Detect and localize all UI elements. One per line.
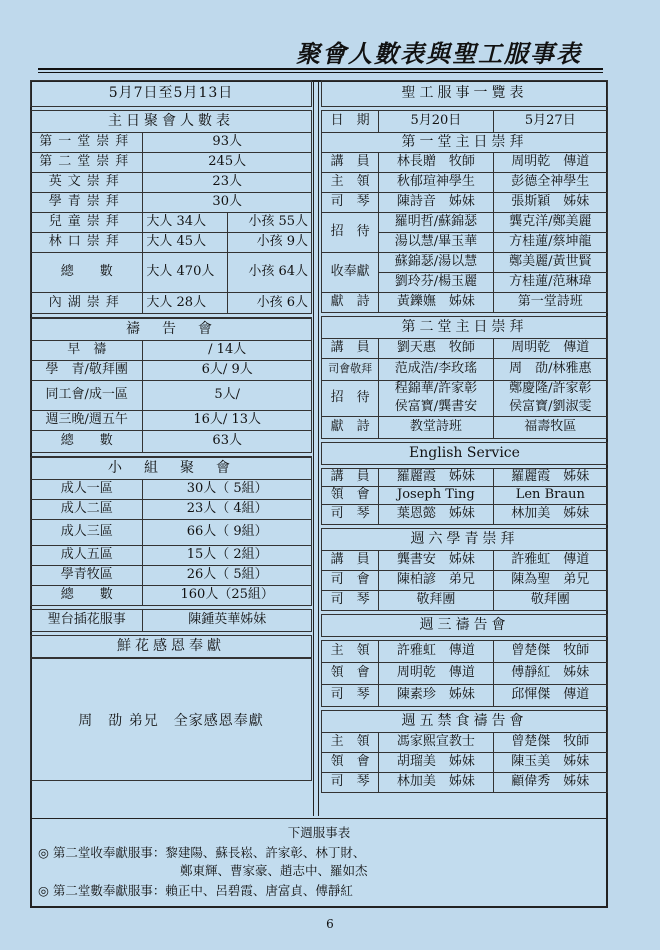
table-row bbox=[322, 733, 608, 753]
table-row bbox=[31, 520, 312, 546]
cell-b: 張斯穎 姊妹 bbox=[493, 193, 607, 213]
row-value: 6人/ 9人 bbox=[143, 361, 312, 381]
role: 司 琴 bbox=[322, 773, 379, 793]
next-week-line-2 bbox=[38, 881, 608, 899]
table-row bbox=[322, 685, 608, 707]
table-row bbox=[322, 773, 608, 793]
role: 收奉獻 bbox=[322, 253, 379, 293]
cell-b: 方桂蓮/蔡坤龍 bbox=[493, 233, 607, 253]
cell-b: 曾楚傑 牧師 bbox=[493, 733, 607, 753]
row-label: 內湖崇拜 bbox=[31, 293, 143, 314]
cell-b: 彭德全神學生 bbox=[493, 173, 607, 193]
cell-b: 林加美 姊妹 bbox=[493, 505, 607, 525]
flower-thanks-box bbox=[30, 658, 312, 781]
table-row bbox=[31, 133, 312, 153]
row-label: 成人三區 bbox=[31, 520, 143, 546]
table-row bbox=[322, 359, 608, 381]
row-value: 160人（25組） bbox=[143, 586, 312, 606]
table-row bbox=[322, 571, 608, 591]
service-table bbox=[321, 80, 608, 793]
role: 領 會 bbox=[322, 753, 379, 773]
cell-b: 羅麗霞 姊妹 bbox=[493, 469, 607, 487]
table-row bbox=[322, 551, 608, 571]
table-row bbox=[322, 469, 608, 487]
row-label: 學 青/敬拜團 bbox=[31, 361, 143, 381]
table-row bbox=[322, 339, 608, 359]
cell-a: 葉恩懿 姊妹 bbox=[379, 505, 493, 525]
date-row bbox=[322, 111, 608, 133]
service-column bbox=[321, 80, 608, 793]
table-row bbox=[31, 586, 312, 606]
table-row bbox=[322, 663, 608, 685]
date-2: 5月27日 bbox=[493, 111, 607, 133]
second-service-header: 第二堂主日崇拜 bbox=[322, 317, 608, 339]
column-divider bbox=[313, 80, 319, 816]
table-row bbox=[31, 153, 312, 173]
adult-count: 大人 45人 bbox=[143, 233, 227, 253]
row-label: 總 數 bbox=[31, 253, 143, 293]
wednesday-prayer-header: 週三禱告會 bbox=[322, 615, 608, 637]
next-week-offering-text: 第二堂收奉獻服事：黎建陽、蘇長崧、許家彰、林丁財、 bbox=[52, 845, 366, 860]
cell-b: 侯富寶/劉淑雯 bbox=[493, 399, 607, 417]
next-week-counting-text: 第二堂數奉獻服事：賴正中、呂碧霞、唐富貞、傅靜紅 bbox=[52, 883, 353, 898]
role: 主 領 bbox=[322, 733, 379, 753]
flower-thanks-text: 周 劭 弟兄 全家感恩奉獻 bbox=[78, 712, 264, 729]
table-row bbox=[322, 591, 608, 611]
flower-thanks-header: 鮮花感恩奉獻 bbox=[31, 636, 312, 658]
table-row bbox=[322, 253, 608, 273]
table-row bbox=[322, 381, 608, 399]
cell-a: 湯以慧/畢玉華 bbox=[379, 233, 493, 253]
table-row bbox=[31, 253, 312, 293]
role: 司 琴 bbox=[322, 193, 379, 213]
row-value: 30人 bbox=[143, 193, 312, 213]
cell-a: Joseph Ting bbox=[379, 487, 493, 505]
role: 招 待 bbox=[322, 381, 379, 417]
table-row bbox=[31, 193, 312, 213]
saturday-service-header: 週六學青崇拜 bbox=[322, 529, 608, 551]
row-value: 245人 bbox=[143, 153, 312, 173]
cell-b: Len Braun bbox=[493, 487, 607, 505]
table-row bbox=[31, 500, 312, 520]
cell-a: 馮家熙宣教士 bbox=[379, 733, 493, 753]
role: 領 會 bbox=[322, 663, 379, 685]
next-week-title: 下週服事表 bbox=[287, 825, 351, 840]
cell-b: 許雅虹 傳道 bbox=[493, 551, 607, 571]
table-row bbox=[31, 361, 312, 381]
table-row bbox=[322, 173, 608, 193]
cell-a: 胡瑠美 姊妹 bbox=[379, 753, 493, 773]
friday-prayer-header: 週五禁食禱告會 bbox=[322, 711, 608, 733]
prayer-table bbox=[30, 318, 312, 457]
cell-b: 邱惲傑 傳道 bbox=[493, 685, 607, 707]
row-value: 23人 bbox=[143, 173, 312, 193]
role: 獻 詩 bbox=[322, 293, 379, 313]
child-count: 小孩 55人 bbox=[227, 213, 311, 233]
role: 講 員 bbox=[322, 339, 379, 359]
table-row bbox=[31, 480, 312, 500]
bullet: ◎ bbox=[38, 883, 49, 898]
small-group-header: 小 組 聚 會 bbox=[31, 458, 312, 480]
role: 司 琴 bbox=[322, 685, 379, 707]
cell-a: 林長贈 牧師 bbox=[379, 153, 493, 173]
english-service-header: English Service bbox=[322, 443, 608, 465]
adult-count: 大人 28人 bbox=[143, 293, 227, 314]
attendance-table bbox=[30, 80, 312, 318]
row-label: 聖台插花服事 bbox=[31, 610, 143, 632]
row-label: 週三晚/週五午 bbox=[31, 411, 143, 431]
page-title: 聚會人數表與聖工服事表 bbox=[296, 39, 582, 68]
row-value: 63人 bbox=[143, 431, 312, 453]
title-rule bbox=[38, 68, 603, 73]
first-service-header: 第一堂主日崇拜 bbox=[322, 133, 608, 153]
child-count: 小孩 6人 bbox=[227, 293, 311, 314]
table-row bbox=[31, 546, 312, 566]
next-week-line-1 bbox=[38, 843, 608, 861]
role: 招 待 bbox=[322, 213, 379, 253]
table-row bbox=[31, 233, 312, 253]
cell-b: 鄭美麗/黃世賢 bbox=[493, 253, 607, 273]
table-row bbox=[31, 381, 312, 411]
role: 主 領 bbox=[322, 641, 379, 663]
cell-a: 陳柏諺 弟兄 bbox=[379, 571, 493, 591]
table-row bbox=[31, 341, 312, 361]
cell-b: 龔克洋/鄭美麗 bbox=[493, 213, 607, 233]
row-value: 23人（ 4組） bbox=[143, 500, 312, 520]
attendance-column bbox=[30, 80, 312, 781]
role: 司 琴 bbox=[322, 591, 379, 611]
row-label: 第二堂崇拜 bbox=[31, 153, 143, 173]
row-value: 陳鍾英華姊妹 bbox=[143, 610, 312, 632]
table-row bbox=[322, 487, 608, 505]
row-label: 林口崇拜 bbox=[31, 233, 143, 253]
cell-a: 羅麗霞 姊妹 bbox=[379, 469, 493, 487]
cell-a: 教堂詩班 bbox=[379, 417, 493, 439]
role: 講 員 bbox=[322, 153, 379, 173]
row-value: / 14人 bbox=[143, 341, 312, 361]
table-row bbox=[31, 293, 312, 314]
altar-flower-row bbox=[31, 610, 312, 632]
table-row bbox=[322, 417, 608, 439]
role: 司 琴 bbox=[322, 505, 379, 525]
cell-b: 顧偉秀 姊妹 bbox=[493, 773, 607, 793]
cell-a: 黃鑠嫵 姊妹 bbox=[379, 293, 493, 313]
cell-b: 曾楚傑 牧師 bbox=[493, 641, 607, 663]
adult-count: 大人 34人 bbox=[143, 213, 227, 233]
role: 領 會 bbox=[322, 487, 379, 505]
row-value: 16人/ 13人 bbox=[143, 411, 312, 431]
role: 司會敬拜 bbox=[322, 359, 379, 381]
cell-a: 龔書安 姊妹 bbox=[379, 551, 493, 571]
cell-a: 范成浩/李玫瑤 bbox=[379, 359, 493, 381]
prayer-header: 禱 告 會 bbox=[31, 319, 312, 341]
table-row bbox=[31, 173, 312, 193]
role: 主 領 bbox=[322, 173, 379, 193]
row-label: 成人五區 bbox=[31, 546, 143, 566]
role: 講 員 bbox=[322, 551, 379, 571]
cell-b: 周明乾 傳道 bbox=[493, 153, 607, 173]
cell-a: 林加美 姊妹 bbox=[379, 773, 493, 793]
cell-a: 程錦華/許家彰 bbox=[379, 381, 493, 399]
cell-b: 鄭慶隆/許家彰 bbox=[493, 381, 607, 399]
cell-b: 陳為聖 弟兄 bbox=[493, 571, 607, 591]
role: 司 會 bbox=[322, 571, 379, 591]
next-week-line-1b: 鄭東輝、曹家豪、趙志中、羅如杰 bbox=[180, 863, 368, 878]
cell-b: 第一堂詩班 bbox=[493, 293, 607, 313]
cell-a: 秋郁瑄神學生 bbox=[379, 173, 493, 193]
row-label: 早 禱 bbox=[31, 341, 143, 361]
date-1: 5月20日 bbox=[379, 111, 493, 133]
row-label: 兒童崇拜 bbox=[31, 213, 143, 233]
cell-a: 周明乾 傳道 bbox=[379, 663, 493, 685]
row-label: 第一堂崇拜 bbox=[31, 133, 143, 153]
table-row bbox=[31, 213, 312, 233]
row-label: 成人一區 bbox=[31, 480, 143, 500]
table-row bbox=[31, 566, 312, 586]
row-value: 66人（ 9組） bbox=[143, 520, 312, 546]
page-number: 6 bbox=[326, 917, 334, 931]
table-row bbox=[322, 505, 608, 525]
date-range: 5月7日至5月13日 bbox=[31, 81, 312, 107]
cell-a: 陳素珍 姊妹 bbox=[379, 685, 493, 707]
sunday-attendance-header: 主日聚會人數表 bbox=[31, 111, 312, 133]
row-value: 26人（ 5組） bbox=[143, 566, 312, 586]
cell-b: 周明乾 傳道 bbox=[493, 339, 607, 359]
cell-b: 陳玉美 姊妹 bbox=[493, 753, 607, 773]
row-label: 總 數 bbox=[31, 431, 143, 453]
cell-a: 敬拜團 bbox=[379, 591, 493, 611]
table-row bbox=[31, 411, 312, 431]
table-row bbox=[322, 641, 608, 663]
row-label: 學青崇拜 bbox=[31, 193, 143, 213]
cell-a: 劉天惠 牧師 bbox=[379, 339, 493, 359]
cell-b: 傅靜紅 姊妹 bbox=[493, 663, 607, 685]
table-row bbox=[322, 293, 608, 313]
table-row bbox=[322, 153, 608, 173]
row-value: 5人/ bbox=[143, 381, 312, 411]
cell-a: 許雅虹 傳道 bbox=[379, 641, 493, 663]
child-count: 小孩 9人 bbox=[227, 233, 311, 253]
cell-a: 劉玲芬/楊玉麗 bbox=[379, 273, 493, 293]
cell-b: 方桂蓮/范琳瑋 bbox=[493, 273, 607, 293]
table-row bbox=[31, 431, 312, 453]
cell-b: 敬拜團 bbox=[493, 591, 607, 611]
table-row bbox=[322, 193, 608, 213]
cell-a: 侯富寶/龔書安 bbox=[379, 399, 493, 417]
cell-a: 蘇錦瑟/湯以慧 bbox=[379, 253, 493, 273]
row-label: 總 數 bbox=[31, 586, 143, 606]
table-row bbox=[322, 213, 608, 233]
table-row bbox=[322, 753, 608, 773]
bullet: ◎ bbox=[38, 845, 49, 860]
cell-a: 陳詩音 姊妹 bbox=[379, 193, 493, 213]
date-label: 日 期 bbox=[322, 111, 379, 133]
row-label: 成人二區 bbox=[31, 500, 143, 520]
row-label: 學青牧區 bbox=[31, 566, 143, 586]
row-value: 30人（ 5組） bbox=[143, 480, 312, 500]
row-label: 英文崇拜 bbox=[31, 173, 143, 193]
adult-count: 大人 470人 bbox=[143, 253, 227, 293]
cell-b: 福壽牧區 bbox=[493, 417, 607, 439]
row-label: 同工會/成一區 bbox=[31, 381, 143, 411]
row-value: 93人 bbox=[143, 133, 312, 153]
cell-a: 羅明哲/蘇錦瑟 bbox=[379, 213, 493, 233]
row-value: 15人（ 2組） bbox=[143, 546, 312, 566]
role: 獻 詩 bbox=[322, 417, 379, 439]
small-group-table bbox=[30, 457, 312, 658]
cell-b: 周 劭/林雅惠 bbox=[493, 359, 607, 381]
role: 講 員 bbox=[322, 469, 379, 487]
service-header: 聖工服事一覽表 bbox=[322, 81, 608, 107]
child-count: 小孩 64人 bbox=[227, 253, 311, 293]
next-week-box bbox=[30, 818, 608, 908]
